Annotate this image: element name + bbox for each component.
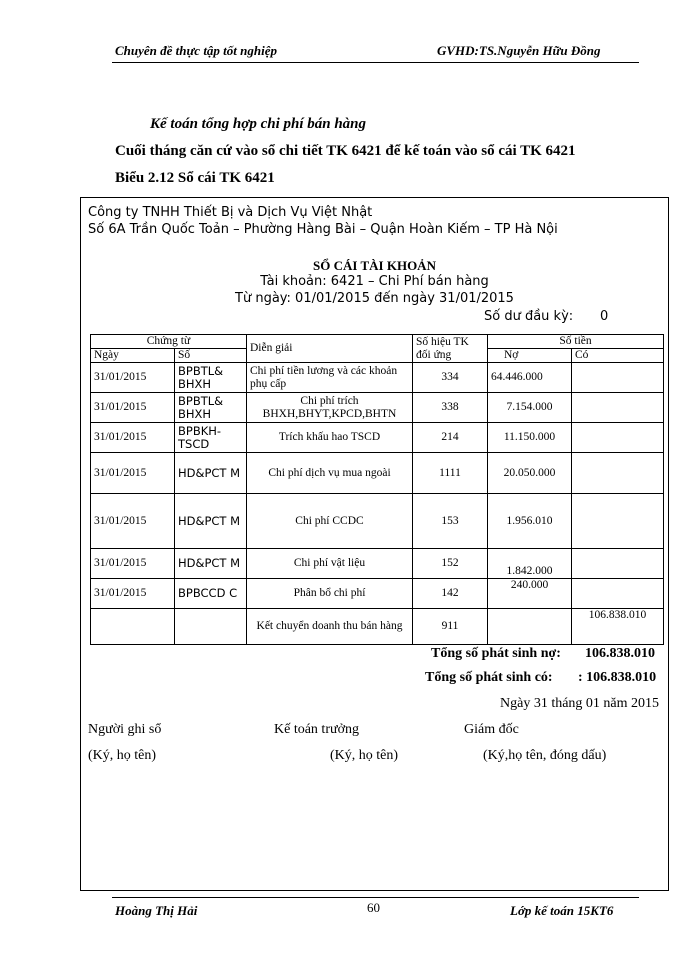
section-title: Kế toán tổng hợp chi phí bán hàng	[150, 116, 367, 132]
table-row	[91, 579, 664, 609]
date-header: Ngày	[91, 349, 175, 363]
row-debit: 1.956.010	[488, 494, 572, 549]
row-debit: 20.050.000	[488, 453, 572, 494]
amount-header: Số tiền	[488, 335, 664, 349]
ledger-period: Từ ngày: 01/01/2015 đến ngày 31/01/2015	[235, 291, 514, 306]
row-number: BPBCCD C	[175, 579, 247, 609]
row-description: Kết chuyển doanh thu bán hàng	[247, 609, 413, 645]
header-left: Chuyên đề thực tập tốt nghiệp	[115, 43, 277, 58]
ledger-table	[90, 334, 664, 645]
ledger-title: SỔ CÁI TÀI KHOẢN	[313, 258, 436, 273]
row-credit	[572, 579, 664, 609]
row-account: 1111	[413, 453, 488, 494]
row-description: Trích khấu hao TSCD	[247, 423, 413, 453]
number-header: Số	[175, 349, 247, 363]
credit-header: Có	[572, 349, 664, 363]
row-account: 334	[413, 363, 488, 393]
row-number: HD&PCT M	[175, 549, 247, 579]
row-debit: 1.842.000	[488, 549, 572, 579]
table-row	[91, 363, 664, 393]
row-number	[175, 609, 247, 645]
row-date: 31/01/2015	[91, 549, 175, 579]
header-rule	[112, 62, 639, 63]
row-account: 911	[413, 609, 488, 645]
opening-balance-label: Số dư đầu kỳ:	[484, 309, 574, 324]
row-description: Chi phí dịch vụ mua ngoài	[247, 453, 413, 494]
row-description: Chi phí tiền lương và các khoản phụ cấp	[247, 363, 413, 393]
recorder-title: Người ghi sổ	[88, 722, 162, 737]
row-credit	[572, 423, 664, 453]
signature-date: Ngày 31 tháng 01 năm 2015	[500, 696, 660, 711]
row-credit	[572, 363, 664, 393]
row-description: Chi phí vật liệu	[247, 549, 413, 579]
ledger-account: Tài khoản: 6421 – Chi Phí bán hàng	[260, 274, 489, 289]
table-row	[91, 393, 664, 423]
chief-accountant-title: Kế toán trưởng	[274, 722, 359, 737]
row-credit	[572, 453, 664, 494]
row-description: Chi phí trích BHXH,BHYT,KPCD,BHTN	[247, 393, 413, 423]
row-date: 31/01/2015	[91, 423, 175, 453]
voucher-header: Chứng từ	[91, 335, 247, 349]
row-account: 153	[413, 494, 488, 549]
row-date: 31/01/2015	[91, 363, 175, 393]
row-number: HD&PCT M	[175, 453, 247, 494]
row-debit: 240.000	[488, 579, 572, 609]
total-credit-value: : 106.838.010	[578, 670, 657, 685]
row-account: 152	[413, 549, 488, 579]
row-debit: 64.446.000	[488, 363, 572, 393]
row-account: 338	[413, 393, 488, 423]
row-account: 214	[413, 423, 488, 453]
row-debit: 11.150.000	[488, 423, 572, 453]
section-intro: Cuối tháng căn cứ vào sổ chi tiết TK 6421 để kế toán vào sổ cái TK 6421	[115, 143, 576, 159]
account-code-header: Số hiệu TK đối ứng	[413, 335, 488, 363]
director-title: Giám đốc	[464, 722, 519, 737]
company-name: Công ty TNHH Thiết Bị và Dịch Vụ Việt Nhật	[88, 205, 373, 220]
recorder-note: (Ký, họ tên)	[88, 748, 157, 763]
director-note: (Ký,họ tên, đóng dấu)	[483, 748, 607, 763]
row-credit	[572, 494, 664, 549]
row-number: BPBTL& BHXH	[175, 393, 247, 423]
row-date: 31/01/2015	[91, 393, 175, 423]
company-address: Số 6A Trần Quốc Toản – Phường Hàng Bài – Quận Hoàn Kiếm – TP Hà Nội	[88, 222, 558, 237]
total-credit-label: Tổng số phát sinh có:	[425, 670, 553, 685]
footer-left: Hoàng Thị Hải	[115, 903, 198, 918]
description-header: Diễn giải	[247, 335, 413, 363]
total-debit-value: 106.838.010	[585, 646, 655, 661]
row-number: HD&PCT M	[175, 494, 247, 549]
row-credit: 106.838.010	[572, 609, 664, 645]
row-number: BPBKH- TSCD	[175, 423, 247, 453]
row-date: 31/01/2015	[91, 494, 175, 549]
row-date	[91, 609, 175, 645]
row-account: 142	[413, 579, 488, 609]
row-date: 31/01/2015	[91, 579, 175, 609]
page-number: 60	[367, 900, 380, 915]
row-number: BPBTL& BHXH	[175, 363, 247, 393]
row-date: 31/01/2015	[91, 453, 175, 494]
table-row	[91, 609, 664, 645]
total-debit-label: Tổng số phát sinh nợ:	[431, 646, 561, 661]
row-credit	[572, 393, 664, 423]
debit-header: Nợ	[488, 349, 572, 363]
footer-rule	[112, 897, 639, 898]
row-debit: 7.154.000	[488, 393, 572, 423]
figure-caption: Biểu 2.12 Sổ cái TK 6421	[115, 170, 275, 186]
header-right: GVHD:TS.Nguyễn Hữu Đồng	[437, 43, 601, 58]
chief-accountant-note: (Ký, họ tên)	[330, 748, 399, 763]
table-row	[91, 453, 664, 494]
row-description: Phân bổ chi phí	[247, 579, 413, 609]
footer-right: Lớp kế toán 15KT6	[510, 903, 614, 918]
row-credit	[572, 549, 664, 579]
table-row	[91, 549, 664, 579]
row-debit	[488, 609, 572, 645]
table-row	[91, 494, 664, 549]
opening-balance-value: 0	[600, 309, 609, 324]
table-row	[91, 423, 664, 453]
row-description: Chi phí CCDC	[247, 494, 413, 549]
